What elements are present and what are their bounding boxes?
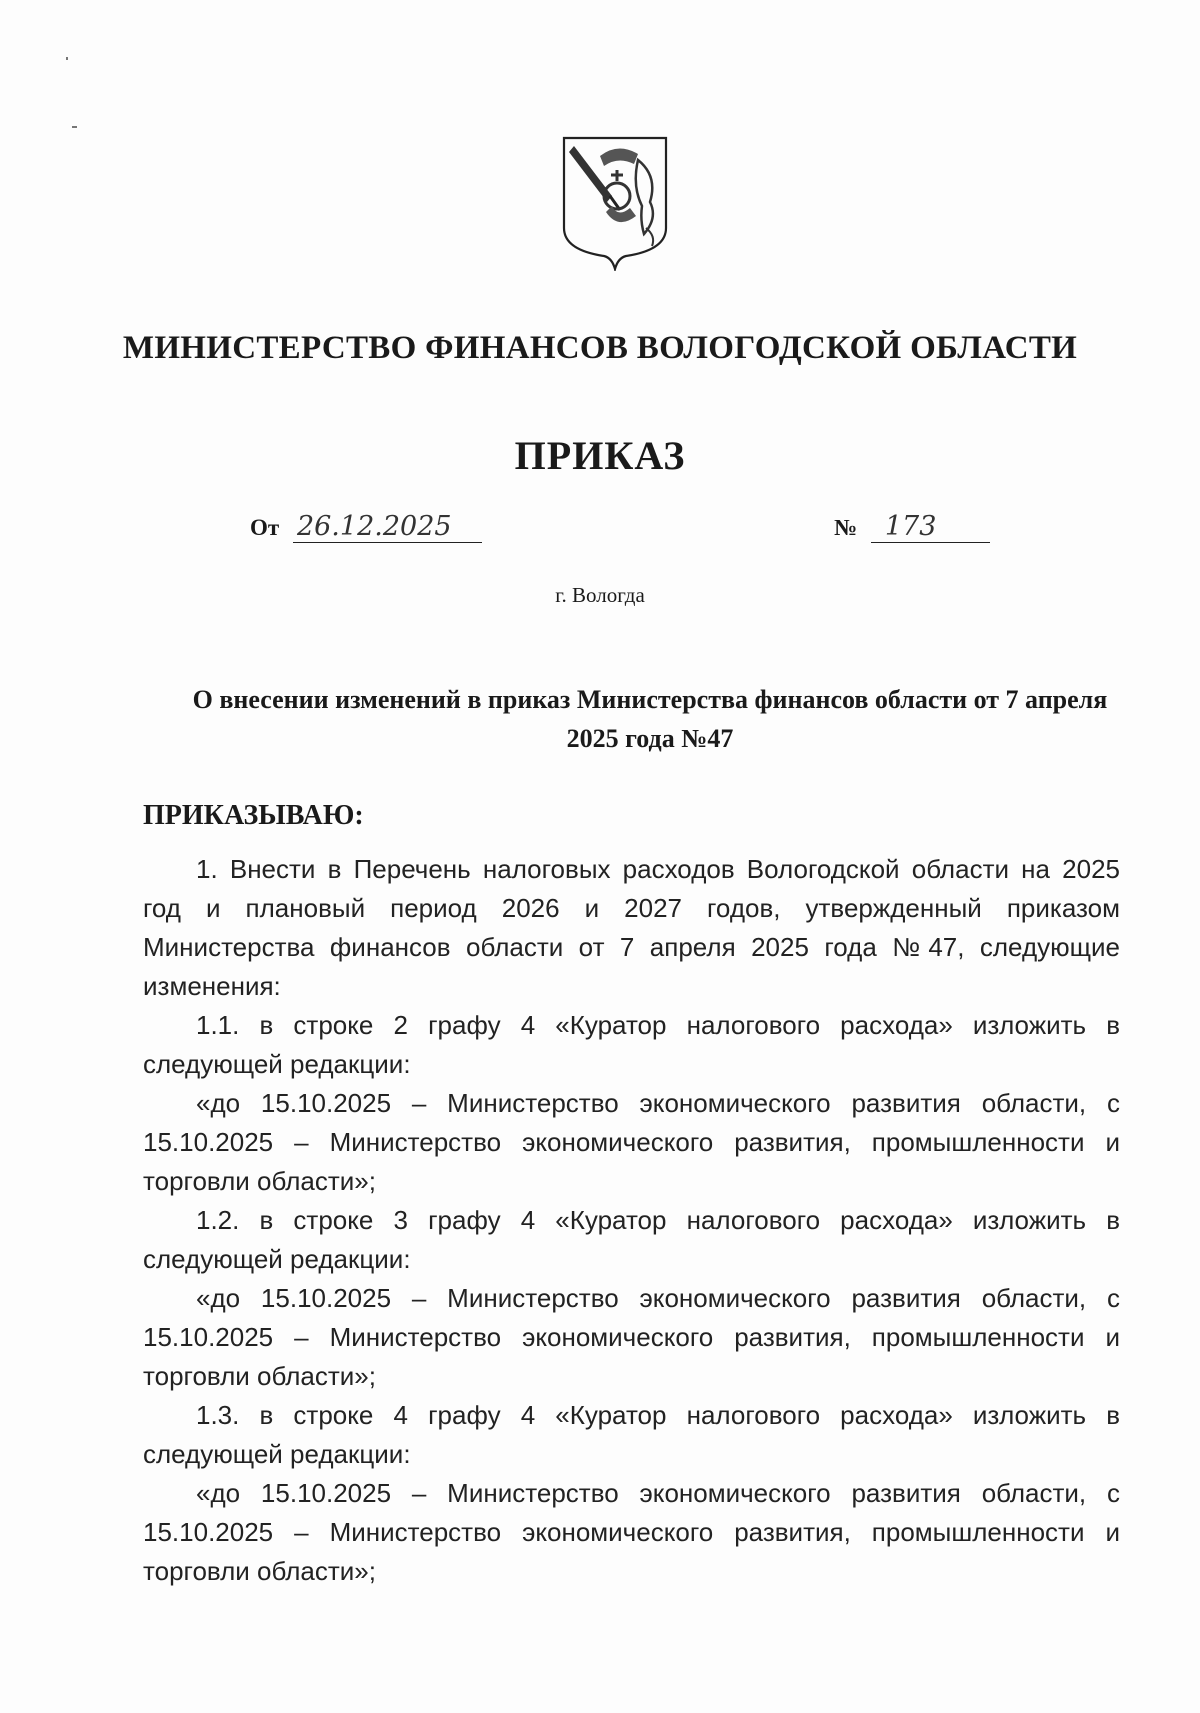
date-label: От <box>250 515 280 540</box>
handwritten-date: 26.12.2025 <box>293 512 482 543</box>
handwritten-number: 173 <box>871 512 990 543</box>
order-directive: ПРИКАЗЫВАЮ: <box>143 800 364 831</box>
city-name: г. Вологда <box>555 583 645 607</box>
ministry-title: МИНИСТЕРСТВО ФИНАНСОВ ВОЛОГОДСКОЙ ОБЛАСТИ <box>122 330 1078 366</box>
document-body <box>143 850 1120 1591</box>
paragraph-1-3-quote: «до 15.10.2025 – Министерство экономического развития области, с 15.10.2025 – Министерство экономического развития, промышленности и торговли области»; <box>143 1478 1120 1586</box>
paragraph-1-2-quote: «до 15.10.2025 – Министерство экономического развития области, с 15.10.2025 – Министерство экономического развития, промышленности и торговли области»; <box>143 1283 1120 1391</box>
paragraph-1: 1. Внести в Перечень налоговых расходов Вологодской области на 2025 год и плановый период 2026 и 2027 годов, утвержденный приказом Министерства финансов области от 7 апреля 2025 года №47, следующие изменения: <box>143 854 1120 1001</box>
scan-speck <box>72 126 77 128</box>
document-type-title: ПРИКАЗ <box>514 433 686 478</box>
paragraph-1-2: 1.2. в строке 3 графу 4 «Куратор налогового расхода» изложить в следующей редакции: <box>143 1205 1120 1274</box>
document-subject: О внесении изменений в приказ Министерства финансов области от 7 апреля 2025 года №47 <box>192 685 1108 753</box>
coat-of-arms-icon <box>560 136 670 271</box>
number-line <box>834 512 990 543</box>
paragraph-1-1-quote: «до 15.10.2025 – Министерство экономического развития области, с 15.10.2025 – Министерство экономического развития, промышленности и торговли области»; <box>143 1088 1120 1196</box>
date-line <box>250 512 482 543</box>
paragraph-1-3: 1.3. в строке 4 графу 4 «Куратор налогового расхода» изложить в следующей редакции: <box>143 1400 1120 1469</box>
paragraph-1-1: 1.1. в строке 2 графу 4 «Куратор налогового расхода» изложить в следующей редакции: <box>143 1010 1120 1079</box>
scan-speck <box>66 57 68 60</box>
number-label: № <box>834 515 858 540</box>
